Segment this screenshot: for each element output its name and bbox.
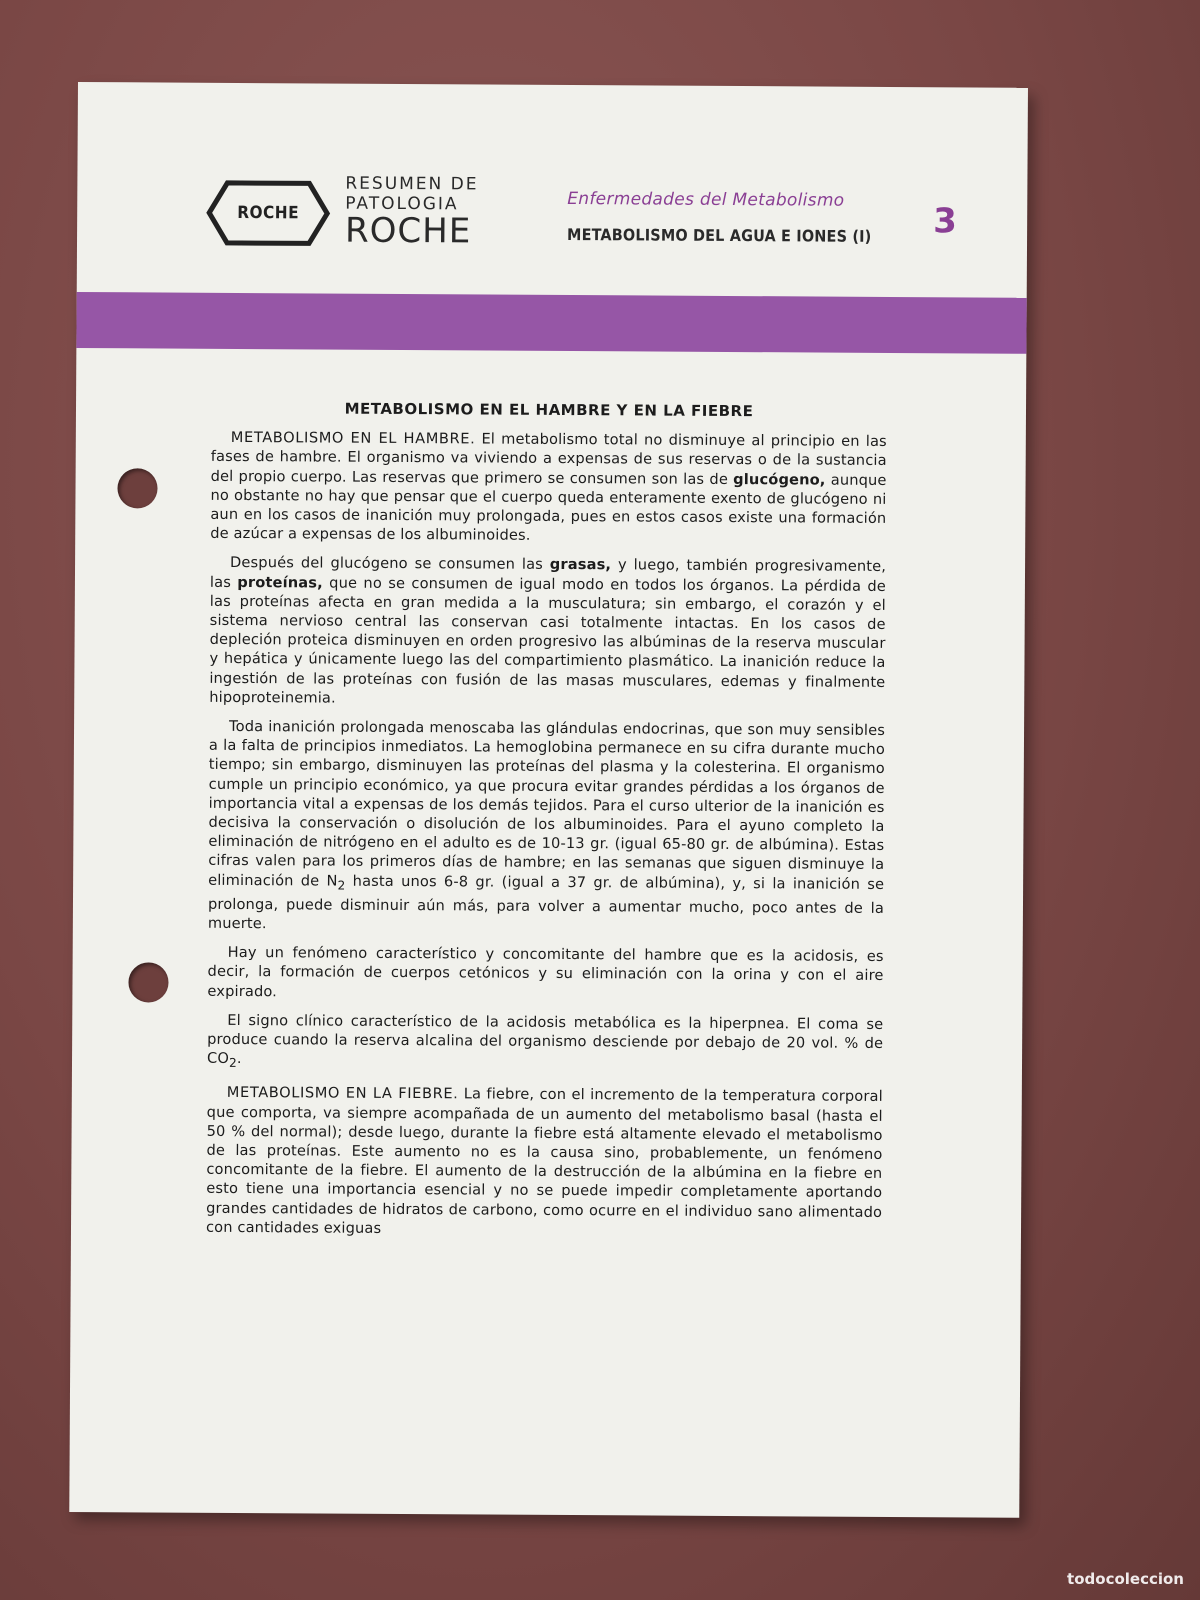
paragraph-text: aunque no obstante no hay que pensar que el cuerpo queda enteramente exento de glucógeno ni aun en los casos de inanición muy prolongada, pues en estos casos existe una formación de azúcar a expensas de los albuminoides. — [210, 471, 887, 544]
subscript: 2 — [228, 1056, 237, 1071]
paragraph-3 — [208, 717, 885, 937]
category-label: Enfermedades del Metabolismo — [567, 188, 845, 211]
paragraph-text: hasta unos 6-8 gr. (igual a 37 gr. de albúmina), y, si la inanición se prolonga, puede disminuir aún más, para volver a aumentar mucho, poco antes de la muerte. — [207, 872, 885, 933]
paragraph-text: . — [236, 1050, 242, 1068]
article-body — [206, 399, 887, 1251]
paragraph-text: El signo clínico característico de la acidosis metabólica es la hiperpnea. El coma se produce cuando la reserva alcalina del organismo desciende por debajo de 20 vol. % de CO — [206, 1011, 884, 1068]
brand-line-3: ROCHE — [344, 210, 472, 252]
logo-label: ROCHE — [237, 202, 300, 224]
brand-line-1: RESUMEN DE — [345, 173, 479, 195]
section-subtitle: METABOLISMO DEL AGUA E IONES (I) — [567, 224, 872, 246]
brand-title — [344, 173, 479, 252]
paragraph-text: y luego, también progresivamente, las — [209, 556, 887, 591]
watermark: todocoleccion — [1067, 1570, 1184, 1588]
paragraph-lead: METABOLISMO EN LA FIEBRE. — [226, 1084, 459, 1103]
paragraph-text: que no se consumen de igual modo en todos los órganos. La pérdida de las proteínas afecta en gran medida a la musculatura; sin embargo, el corazón y el sistema nervioso central las conservan casi totalmente intactas. En los casos de depleción proteica disminuyen en orden progresivo las albúminas de la reserva muscular y hepática y únicamente luego las del compartimiento plasmático. La inanición reduce la ingestión de las proteínas con fusión de las masas musculares, edemas y finalmente hipoproteinemia. — [209, 574, 887, 707]
binder-hole-top — [117, 468, 157, 508]
bold-term: glucógeno, — [733, 470, 826, 489]
subscript: 2 — [337, 878, 346, 893]
bold-term: proteínas, — [237, 573, 323, 592]
page-number: 3 — [933, 201, 957, 242]
paragraph-2 — [209, 553, 886, 711]
paragraph-text: El metabolismo total no disminuye al principio en las fases de hambre. El organismo va viviendo a expensas de sus reservas o de la sustancia del propio cuerpo. Las reservas que primero se consumen son las de — [210, 430, 887, 488]
roche-logo — [205, 178, 331, 249]
paragraph-text: La fiebre, con el incremento de la temperatura corporal que comporta, va siempre acompañada de un aumento del metabolismo basal (hasta el 50 % del normal); desde luego, durante la fiebre está altamente elevado el metabolismo de las proteínas. Este aumento no es la causa sino, probablemente, un fenómeno concomitante de la fiebre. El aumento de la destrucción de la albúmina en la fiebre en esto tiene una importancia esencial y no se puede impedir completamente aportando grandes cantidades de hidratos de carbono, como ocurre en el individuo sano alimentado con cantidades exiguas — [205, 1085, 883, 1237]
brand-line-2: PATOLOGIA — [345, 193, 459, 215]
paragraph-6 — [206, 1083, 883, 1241]
bold-term: grasas, — [549, 556, 612, 574]
paragraph-4: Hay un fenómeno característico y concomitante del hambre que es la acidosis, es decir, la formación de cuerpos cetónicos y su eliminación con la orina y con el aire expirado. — [207, 944, 884, 1000]
binder-hole-bottom — [128, 962, 168, 1002]
paragraph-1 — [210, 428, 887, 547]
paragraph-text: Después del glucógeno se consumen las — [230, 554, 550, 574]
paragraph-lead: METABOLISMO EN EL HAMBRE. — [230, 429, 476, 448]
article-title: METABOLISMO EN EL HAMBRE Y EN LA FIEBRE — [344, 399, 754, 421]
document-sheet — [69, 82, 1028, 1518]
paragraph-5 — [207, 1011, 883, 1078]
paragraph-text: Toda inanición prolongada menoscaba las glándulas endocrinas, que son muy sensibles a la falta de principios inmediatos. La hemoglobina permanece en su cifra durante mucho tiempo; sin embargo, disminuyen las proteínas del plasma y la colesterina. El organismo cumple un principio económico, ya que procura evitar grandes pérdidas a los órganos de importancia vital a expensas de los demás tejidos. Para el curso ulterior de la inanición es decisiva la conservación o disolución de los albuminoides. Para el ayuno completo la eliminación de nitrógeno en el adulto es de 10-13 gr. (igual 65-80 gr. de albúmina). Estas cifras valen para los primeros días de hambre; en las semanas que siguen disminuye la eliminación de N — [208, 717, 886, 890]
accent-band — [76, 292, 1026, 354]
